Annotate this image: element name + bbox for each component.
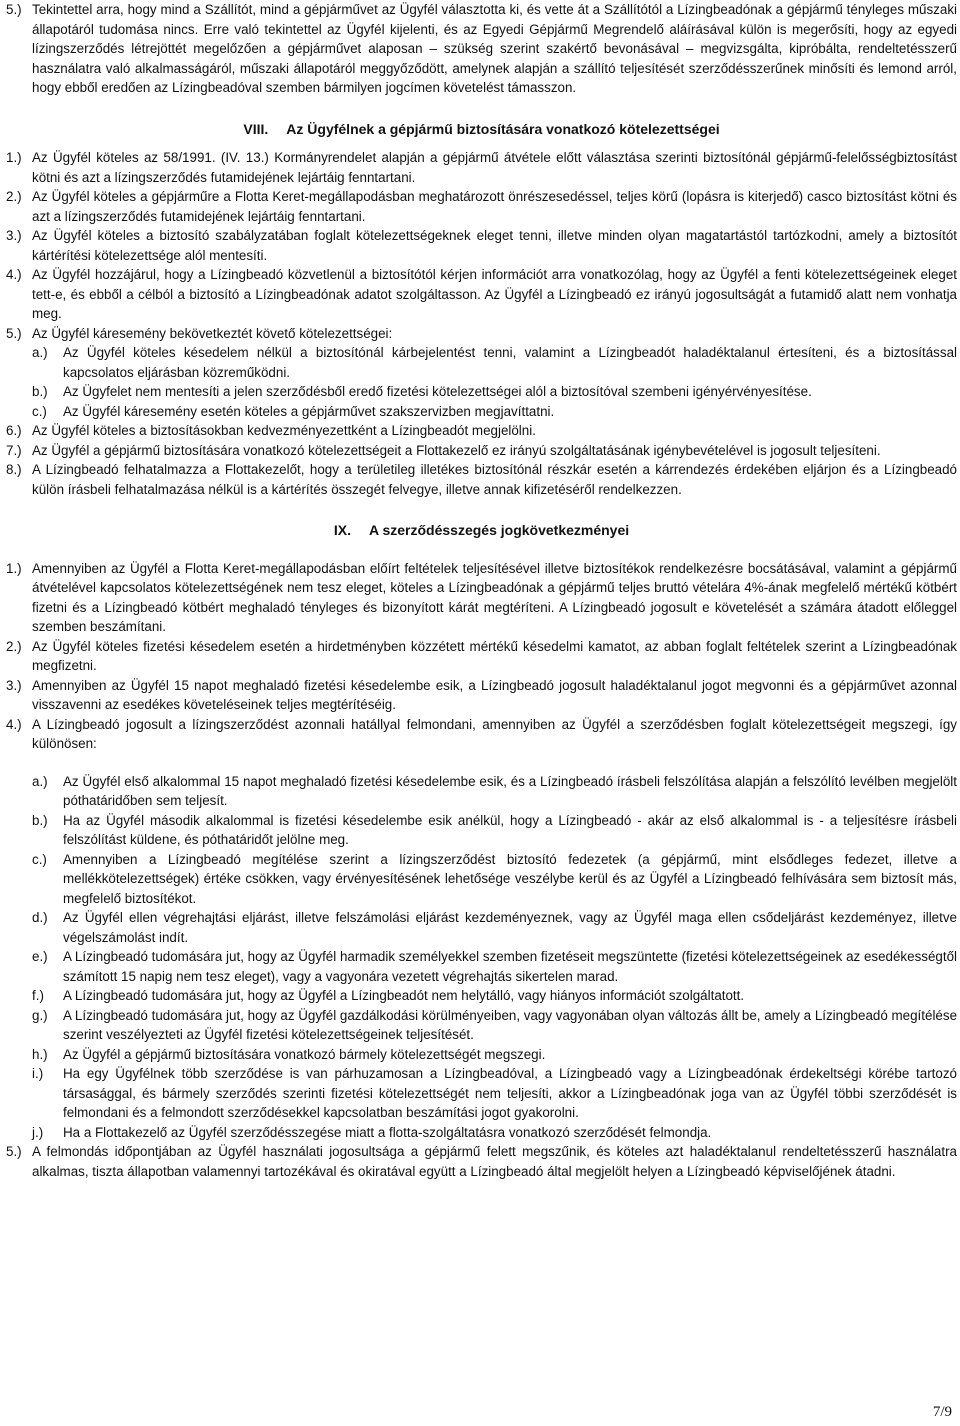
sub-list-item bbox=[6, 382, 957, 402]
numbered-item bbox=[6, 265, 957, 324]
item-text: Az Ügyfél köteles az 58/1991. (IV. 13.) Kormányrendelet alapján a gépjármű átvétele előtt választása szerinti biztosítónál gépjármű-felelősségbiztosítást kötni és azt a lízingszerződés futamidejének lejártáig fenntartani. bbox=[32, 150, 957, 185]
numbered-item bbox=[6, 460, 957, 499]
item-number: i.) bbox=[32, 1066, 44, 1081]
item-text: Az Ügyfél első alkalommal 15 napot meghaladó fizetési késedelembe esik, és a Lízingbeadó írásbeli felszólítása alapján a felszólító levélben megjelölt póthatáridőben sem teljesít. bbox=[63, 773, 957, 808]
section-ix-item4-sublist bbox=[6, 772, 957, 1143]
numbered-item bbox=[6, 324, 957, 344]
numbered-item bbox=[6, 1142, 957, 1181]
item-number: e.) bbox=[32, 949, 48, 964]
item-number: c.) bbox=[32, 403, 47, 419]
numbered-item bbox=[6, 226, 957, 265]
item-number: b.) bbox=[32, 384, 48, 399]
item-text: A Lízingbeadó felhatalmazza a Flottakezelőt, hogy a területileg illetékes biztosítónál részkár esetén a kárrendezés érdekében eljárjon és a Lízingbeadó külön írásbeli felhatalmazása nélkül is a kártérítés összegét felvegye, illetve annak kifizetéséről rendelkezzen. bbox=[32, 462, 957, 497]
item-text: A Lízingbeadó tudomására jut, hogy az Ügyfél a Lízingbeadót nem helytálló, vagy hiányos információt szolgáltatott. bbox=[63, 988, 745, 1003]
item-number: c.) bbox=[32, 851, 47, 867]
item-number: b.) bbox=[32, 812, 48, 828]
paragraph-number: 5.) bbox=[6, 2, 22, 17]
item-text: A Lízingbeadó tudomására jut, hogy az Ügyfél harmadik személyekkel szemben fizetéseit megszüntette (fizetési kötelezettségeinek az esedékességtől számított 15 napig nem tesz eleget), vagy a vagyonára vezetett végrehajtás sikertelen marad. bbox=[63, 949, 957, 984]
sub-list-item bbox=[6, 811, 957, 850]
numbered-item bbox=[6, 676, 957, 715]
sub-list-item bbox=[6, 908, 957, 947]
section-viii-item5-sublist bbox=[6, 343, 957, 421]
section-number: IX. bbox=[333, 522, 351, 538]
item-number: 4.) bbox=[6, 716, 22, 732]
sub-list-item bbox=[6, 772, 957, 811]
sub-list-item bbox=[6, 1123, 957, 1143]
item-number: 4.) bbox=[6, 267, 22, 282]
item-text: Az Ügyfél a gépjármű biztosítására vonatkozó bármely kötelezettségét megszegi. bbox=[63, 1046, 546, 1062]
item-number: 1.) bbox=[6, 560, 22, 576]
item-number: a.) bbox=[32, 773, 48, 789]
item-number: g.) bbox=[32, 1007, 48, 1023]
item-number: 7.) bbox=[6, 442, 22, 458]
item-text: Az Ügyfél köteles a biztosító szabályzatában foglalt kötelezettségeknek eleget tenni, illetve minden olyan magatartástól tartózkodni, amely a biztosítót kártérítési kötelezettsége alól mentesíti. bbox=[32, 228, 957, 263]
item-text: A Lízingbeadó tudomására jut, hogy az Ügyfél gazdálkodási körülményeiben, vagy vagyonában olyan változás állt be, amely a Lízingbeadó megítélése szerint veszélyezteti az Ügyfél fizetési kötelezettségeinek teljesítését. bbox=[63, 1007, 958, 1042]
numbered-item bbox=[6, 637, 957, 676]
item-text: Az Ügyfél ellen végrehajtási eljárást, illetve felszámolási eljárást kezdeményeznek, vagy az Ügyfél maga ellen csődeljárást kezdeményez, illetve végelszámolást indít. bbox=[63, 910, 957, 945]
item-text: Ha egy Ügyfélnek több szerződése is van párhuzamosan a Lízingbeadóval, a Lízingbeadó vagy a Lízingbeadónak érdekeltségi körébe tartozó társasággal, és bármely szerződés szerinti fizetési kötelezettségét nem teljesíti, akkor a Lízingbeadónak joga van az Ügyfél többi szerződését is felmondani és a felmondott szerződésekkel kapcsolatban beszámítási jogot gyakorolni. bbox=[63, 1066, 957, 1120]
section-viii-list-continued bbox=[6, 421, 957, 499]
item-text: Amennyiben az Ügyfél 15 napot meghaladó fizetési késedelembe esik, a Lízingbeadó jogosult haladéktalanul jogot megvonni és a gépjárművet azonnal visszavenni az esedékes követeléseinek teljes megtérítéséig. bbox=[32, 677, 957, 712]
sub-list-item bbox=[6, 947, 957, 986]
numbered-item bbox=[6, 187, 957, 226]
section-heading-ix bbox=[6, 521, 957, 541]
item-number: 6.) bbox=[6, 423, 22, 438]
item-text: Az Ügyfél köteles a gépjárműre a Flotta Keret-megállapodásban meghatározott önrészesedéssel, teljes körű (lopásra is kiterjedő) casco biztosítást kötni és azt a lízingszerződés futamidejének lejártáig fenntartani. bbox=[32, 189, 957, 224]
item-text: Az Ügyfél köteles a biztosításokban kedvezményezettként a Lízingbeadót megjelölni. bbox=[32, 423, 536, 438]
item-number: f.) bbox=[32, 988, 44, 1003]
item-number: 1.) bbox=[6, 150, 22, 165]
item-number: 2.) bbox=[6, 189, 22, 204]
item-text: A felmondás időpontjában az Ügyfél használati jogosultsága a gépjármű felett megszűnik, és köteles azt haladéktalanul rendeltetésszerű használatra alkalmas, tiszta állapotban valamennyi tartozékával és okiratával együtt a Lízingbeadó által megjelölt helyen a Lízingbeadó képviselőjének átadni. bbox=[32, 1144, 957, 1179]
section-title: A szerződésszegés jogkövetkezményei bbox=[368, 522, 630, 538]
item-number: d.) bbox=[32, 910, 48, 925]
numbered-item bbox=[6, 148, 957, 187]
section-title: Az Ügyfélnek a gépjármű biztosítására vonatkozó kötelezettségei bbox=[286, 120, 720, 137]
paragraph-5 bbox=[6, 0, 957, 98]
item-number: 2.) bbox=[6, 638, 22, 654]
sub-list-item bbox=[6, 1064, 957, 1123]
numbered-item bbox=[6, 559, 957, 637]
item-text: Az Ügyfél káresemény esetén köteles a gépjárművet szakszervizben megjavíttatni. bbox=[63, 403, 555, 419]
item-number: 5.) bbox=[6, 1144, 22, 1159]
item-text: Ha a Flottakezelő az Ügyfél szerződésszegése miatt a flotta-szolgáltatásra vonatkozó szerződését felmondja. bbox=[63, 1124, 712, 1140]
section-viii-list bbox=[6, 148, 957, 343]
item-number: 3.) bbox=[6, 228, 22, 243]
item-number: a.) bbox=[32, 345, 48, 360]
numbered-item bbox=[6, 715, 957, 754]
sub-list-item bbox=[6, 986, 957, 1006]
page-number: 7/9 bbox=[932, 1403, 952, 1420]
section-ix-list bbox=[6, 559, 957, 754]
item-text: Az Ügyfél káresemény bekövetkeztét követő kötelezettségei: bbox=[32, 325, 393, 341]
sub-list-item bbox=[6, 1006, 957, 1045]
item-text: Az Ügyfél hozzájárul, hogy a Lízingbeadó közvetlenül a biztosítótól kérjen információt arra vonatkozólag, hogy az Ügyfél a fenti kötelezettségeinek eleget tett-e, és ebből a célból a biztosító a Lízingbeadónak adatot szolgáltasson. Az Ügyfél a Lízingbeadó ez irányú jogosultságát a futamidő alatt nem vonhatja meg. bbox=[32, 267, 957, 321]
item-text: Ha az Ügyfél második alkalommal is fizetési késedelembe esik anélkül, hogy a Lízingbeadó - akár az első alkalommal is - a teljesítésre írásbeli felszólítást küldene, és póthatáridőt jelölne meg. bbox=[63, 812, 957, 847]
item-number: 8.) bbox=[6, 462, 22, 477]
item-number: 5.) bbox=[6, 325, 22, 341]
section-heading-viii bbox=[6, 120, 957, 140]
sub-list-item bbox=[6, 402, 957, 422]
numbered-item bbox=[6, 421, 957, 441]
item-text: Az Ügyfél köteles fizetési késedelem esetén a hirdetményben közzétett mértékű késedelmi kamatot, az abban foglalt feltételek szerint a Lízingbeadónak megfizetni. bbox=[32, 638, 957, 673]
item-number: 3.) bbox=[6, 677, 22, 693]
sub-list-item bbox=[6, 850, 957, 909]
paragraph-text: Tekintettel arra, hogy mind a Szállítót, mind a gépjárművet az Ügyfél választotta ki, és vette át a Szállítótól a Lízingbeadónak a gépjármű tényleges műszaki állapotáról tudomása nincs. Erre való tekintettel az Ügyfél kijelenti, és az Egyedi Gépjármű Megrendelő aláírásával külön is megerősíti, hogy az egyedi lízingszerződés létrejöttét megelőzően a gépjárművet alaposan – szükség szerint szakértő bevonásával – megvizsgálta, kipróbálta, rendeltetésszerű használatra való alkalmasságáról, műszaki állapotáról meggyőződött, amelynek alapján a szállító teljesítését szerződésszerűnek minősíti és lemond arról, hogy ebből eredően az Lízingbeadóval szemben bármilyen jogcímen követelést támasszon. bbox=[32, 2, 957, 95]
numbered-item bbox=[6, 441, 957, 461]
item-text: Amennyiben az Ügyfél a Flotta Keret-megállapodásban előírt feltételek teljesítésével illetve biztosítékok rendelkezésre bocsátásával, valamint a gépjármű átvételével kapcsolatos kötelezettségének nem tesz eleget, köteles a Lízingbeadónak a gépjármű teljes bruttó vételára 4%-ának megfelelő mértékű kötbért fizetni és a Lízingbeadó kötbért meghaladó tényleges és bizonyított kárát megtéríteni. A Lízingbeadó jogosult e követelését a számára átadott előleggel szemben beszámítani. bbox=[32, 560, 957, 634]
item-number: j.) bbox=[32, 1124, 44, 1140]
item-text: Az Ügyfelet nem mentesíti a jelen szerződésből eredő fizetési kötelezettségei alól a biztosítóval szembeni igényérvényesítése. bbox=[63, 384, 812, 399]
sub-list-item bbox=[6, 1045, 957, 1065]
sub-list-item bbox=[6, 343, 957, 382]
item-text: Az Ügyfél köteles késedelem nélkül a biztosítónál kárbejelentést tenni, valamint a Lízingbeadót haladéktalanul értesíteni, és a biztosítással kapcsolatos eljárásban közreműködni. bbox=[63, 345, 957, 380]
section-number: VIII. bbox=[243, 120, 269, 137]
section-ix-list-continued bbox=[6, 1142, 957, 1181]
item-text: Az Ügyfél a gépjármű biztosítására vonatkozó kötelezettségeit a Flottakezelő ez irányú szolgáltatásának igénybevételével is jogosult teljesíteni. bbox=[32, 442, 881, 458]
item-text: Amennyiben a Lízingbeadó megítélése szerint a lízingszerződést biztosító fedezetek (a gépjármű, mint elsődleges fedezet, illetve a mellékkötelezettségek) értéke csökken, vagy érvényesítésének lehetősége veszélybe kerül és az Ügyfél a Lízingbeadó felhívására sem biztosít más, megfelelő biztosítékot. bbox=[63, 851, 957, 906]
item-text: A Lízingbeadó jogosult a lízingszerződést azonnali hatállyal felmondani, amennyiben az Ügyfél a szerződésben foglalt kötelezettségeit megszegi, így különösen: bbox=[32, 716, 957, 751]
item-number: h.) bbox=[32, 1046, 48, 1062]
